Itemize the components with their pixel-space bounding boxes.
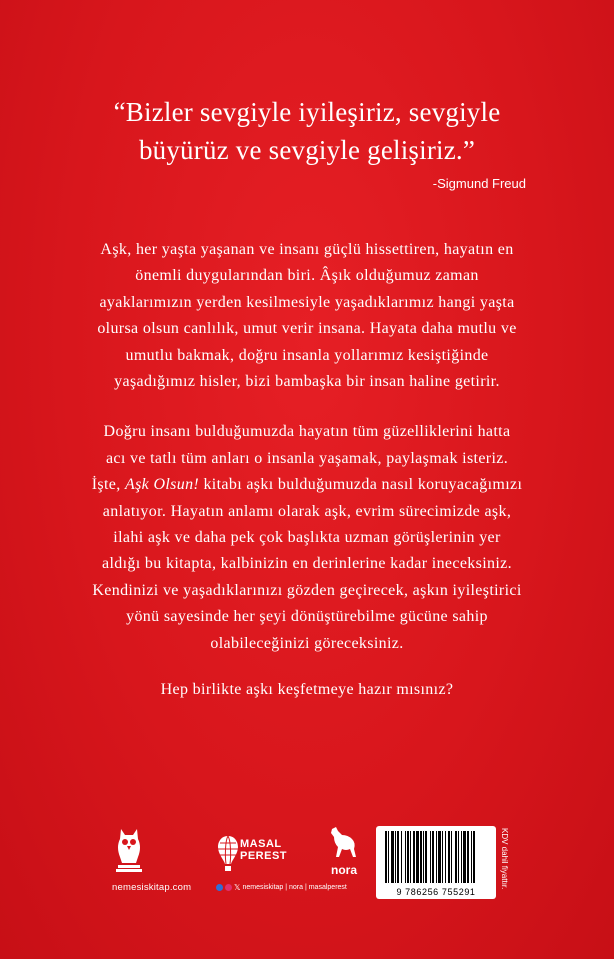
nemesis-owl-logo <box>112 827 146 873</box>
masal-text: MASAL <box>240 838 282 850</box>
text-line: aldığı bu kitapta, kalbinizin en derinlerine kadar ineceksiniz. <box>102 555 512 573</box>
x-icon: 𝕏 <box>234 883 241 892</box>
text-line: ilahi aşk ve daha pek çok başlıkta uzman görüşlerinin yer <box>113 529 501 547</box>
barcode-bar <box>445 831 446 883</box>
barcode-bar <box>461 831 462 883</box>
barcode-bar <box>388 831 389 883</box>
quote-author: -Sigmund Freud <box>432 176 526 191</box>
text-line <box>52 472 562 498</box>
text-fragment: İşte, <box>91 476 125 494</box>
text-line: önemli duygularından biri. Âşık olduğumuz zaman <box>135 267 479 285</box>
paragraph-1 <box>52 237 562 395</box>
barcode-bar <box>430 831 431 883</box>
barcode-bar <box>395 831 396 883</box>
barcode-bar <box>438 831 441 883</box>
isbn-barcode <box>376 826 496 899</box>
text-line: umutlu bakmak, doğru insanla yollarımız kesiştiğinde <box>125 346 489 364</box>
quote-line-2: büyürüz ve sevgiyle gelişiriz.” <box>138 135 476 165</box>
quote <box>0 93 614 169</box>
barcode-bar <box>425 831 427 883</box>
masal-perest-wordmark <box>240 838 287 862</box>
text-line: olursa olsun canlılık, umut verir insana. Hayata daha mutlu ve <box>97 320 517 338</box>
barcode-bar <box>413 831 415 883</box>
barcode-bar <box>423 831 424 883</box>
barcode-bar <box>448 831 450 883</box>
text-line: Aşk, her yaşta yaşanan ve insanı güçlü hissettiren, hayatın en <box>100 241 514 258</box>
closing-question: Hep birlikte aşkı keşfetmeye hazır mısınız? <box>160 681 454 699</box>
quote-line-1: “Bizler sevgiyle iyileşiriz, sevgiyle <box>113 97 501 127</box>
text-line: olabileceğinizi göreceksiniz. <box>210 634 404 652</box>
barcode-bar <box>420 831 422 883</box>
barcode-bar <box>416 831 419 883</box>
barcode-bar <box>397 831 399 883</box>
text-line: yönü sayesinde her şeyi dönüştürebilme gücüne sahip <box>126 608 488 626</box>
isbn-number: 9 786256 755291 <box>396 887 476 897</box>
barcode-bar <box>458 831 459 883</box>
nora-wordmark: nora <box>331 863 358 877</box>
social-handles <box>216 883 347 892</box>
barcode-bar <box>471 831 472 883</box>
nora-greyhound-logo <box>326 825 360 861</box>
barcode-bar <box>401 831 402 883</box>
barcode-bar <box>442 831 443 883</box>
book-title: Aşk Olsun! <box>124 476 200 494</box>
barcode-bar <box>467 831 469 883</box>
barcode-bar <box>436 831 437 883</box>
barcode-bar <box>410 831 411 883</box>
publisher-footer <box>0 815 614 945</box>
text-line: Kendinizi ve yaşadıklarınızı gözden geçirecek, aşkın iyileştirici <box>92 581 522 599</box>
barcode-bar <box>432 831 434 883</box>
kdv-text: KDV dahil fiyattır. <box>500 828 509 890</box>
text-line: acı ve tatlı tüm anları o insanla yaşamak, paylaşmak isteriz. <box>105 449 509 467</box>
blurb <box>52 237 562 704</box>
instagram-icon <box>225 884 232 891</box>
perest-text: PEREST <box>240 850 288 862</box>
social-text: nemesiskitap | nora | masalperest <box>242 884 347 891</box>
barcode-bar <box>473 831 475 883</box>
barcode-bars <box>376 829 496 887</box>
barcode-bar <box>405 831 406 883</box>
masal-perest-balloon-logo <box>217 835 239 873</box>
website: nemesiskitap.com <box>112 882 192 893</box>
barcode-bar <box>391 831 394 883</box>
text-line: yaşadığımız hisler, bizi bambaşka bir insan haline getirir. <box>114 373 500 391</box>
facebook-icon <box>216 884 223 891</box>
text-line: anlatıyor. Hayatın anlamı olarak aşk, evrim sürecimizde aşk, <box>102 502 512 520</box>
barcode-bar <box>385 831 387 883</box>
barcode-bar <box>463 831 466 883</box>
kdv-note <box>497 828 511 900</box>
barcode-bar <box>455 831 457 883</box>
text-fragment: kitabı aşkı bulduğumuzda nasıl koruyacağımızı <box>199 476 523 494</box>
text-line: Doğru insanı bulduğumuzda hayatın tüm güzelliklerini hatta <box>103 423 511 441</box>
barcode-bar <box>451 831 452 883</box>
barcode-bar <box>407 831 409 883</box>
text-line: ayaklarımızın yerden kesilmesiyle yaşadıklarımız hangi yaşta <box>99 293 515 311</box>
paragraph-2 <box>52 419 562 657</box>
